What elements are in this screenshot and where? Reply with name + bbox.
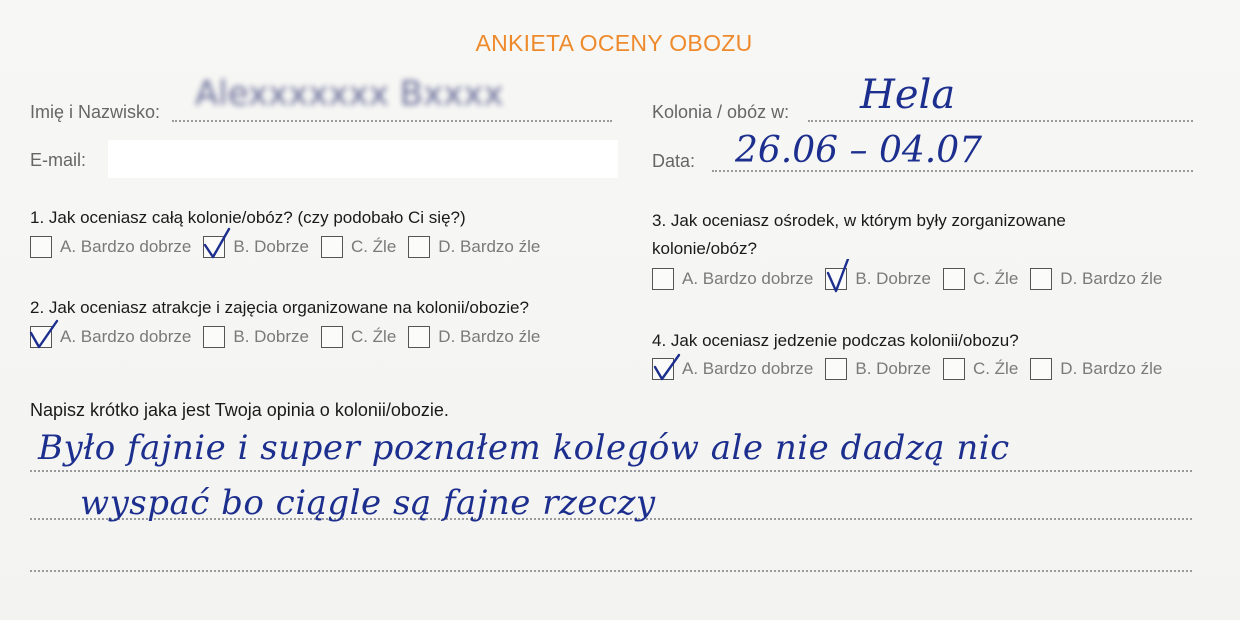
form-title: ANKIETA OCENY OBOZU <box>475 30 753 56</box>
checkbox[interactable] <box>652 268 674 290</box>
question-1: 1. Jak oceniasz całą kolonie/obóz? (czy podobało Ci się?) <box>30 208 466 227</box>
question-1-options <box>30 236 552 258</box>
q1-option-b[interactable]: B. Dobrze <box>203 236 309 258</box>
q1-option-d[interactable]: D. Bardzo źle <box>408 236 540 258</box>
q2-option-c[interactable]: C. Źle <box>321 326 396 348</box>
q3-option-c[interactable]: C. Źle <box>943 268 1018 290</box>
checkbox-checked[interactable] <box>30 326 52 348</box>
checkmark-icon <box>29 317 59 351</box>
question-3-line-2: kolonie/obóz? <box>652 239 757 258</box>
colony-value: Hela <box>860 72 956 118</box>
q1-option-c[interactable]: C. Źle <box>321 236 396 258</box>
checkmark-icon <box>824 259 854 293</box>
q4-option-d[interactable]: D. Bardzo źle <box>1030 358 1162 380</box>
q2-option-b[interactable]: B. Dobrze <box>203 326 309 348</box>
question-4-options <box>652 358 1174 380</box>
checkbox[interactable] <box>408 326 430 348</box>
checkmark-icon <box>651 349 681 383</box>
name-value-redacted: Alexxxxxxx Bxxxx <box>195 74 504 114</box>
checkbox-checked[interactable] <box>203 236 225 258</box>
email-redacted-box <box>108 140 618 178</box>
opinion-line-1 <box>30 470 1192 472</box>
q4-option-a[interactable]: A. Bardzo dobrze <box>652 358 813 380</box>
opinion-line-3 <box>30 570 1192 572</box>
checkbox[interactable] <box>943 268 965 290</box>
checkbox-checked[interactable] <box>825 268 847 290</box>
q3-option-b[interactable]: B. Dobrze <box>825 268 931 290</box>
colony-label: Kolonia / obóz w: <box>652 102 790 122</box>
checkbox-checked[interactable] <box>652 358 674 380</box>
q2-option-d[interactable]: D. Bardzo źle <box>408 326 540 348</box>
q3-option-d[interactable]: D. Bardzo źle <box>1030 268 1162 290</box>
checkmark-icon <box>202 227 232 261</box>
q4-option-b[interactable]: B. Dobrze <box>825 358 931 380</box>
checkbox[interactable] <box>943 358 965 380</box>
checkbox[interactable] <box>1030 268 1052 290</box>
name-label: Imię i Nazwisko: <box>30 102 161 122</box>
q1-option-a[interactable]: A. Bardzo dobrze <box>30 236 191 258</box>
question-4: 4. Jak oceniasz jedzenie podczas kolonii/obozu? <box>652 331 1019 350</box>
checkbox[interactable] <box>321 236 343 258</box>
question-2: 2. Jak oceniasz atrakcje i zajęcia organizowane na kolonii/obozie? <box>30 298 529 317</box>
question-2-options <box>30 326 552 348</box>
checkbox[interactable] <box>408 236 430 258</box>
q2-option-a[interactable]: A. Bardzo dobrze <box>30 326 191 348</box>
q3-option-a[interactable]: A. Bardzo dobrze <box>652 268 813 290</box>
q4-option-c[interactable]: C. Źle <box>943 358 1018 380</box>
checkbox[interactable] <box>1030 358 1052 380</box>
opinion-text-line-1: Było fajnie i super poznałem kolegów ale nie dadzą nic <box>38 428 1010 468</box>
opinion-label: Napisz krótko jaka jest Twoja opinia o kolonii/obozie. <box>30 400 449 420</box>
colony-dotted-line <box>808 120 1193 122</box>
date-label: Data: <box>652 151 696 171</box>
checkbox[interactable] <box>203 326 225 348</box>
question-3-options <box>652 268 1174 290</box>
email-label: E-mail: <box>30 150 87 170</box>
question-3-line-1: 3. Jak oceniasz ośrodek, w którym były zorganizowane <box>652 211 1066 230</box>
checkbox[interactable] <box>825 358 847 380</box>
checkbox[interactable] <box>321 326 343 348</box>
date-value: 26.06 – 04.07 <box>735 130 983 171</box>
opinion-text-line-2: wyspać bo ciągle są fajne rzeczy <box>80 483 656 523</box>
name-dotted-line <box>172 120 612 122</box>
checkbox[interactable] <box>30 236 52 258</box>
